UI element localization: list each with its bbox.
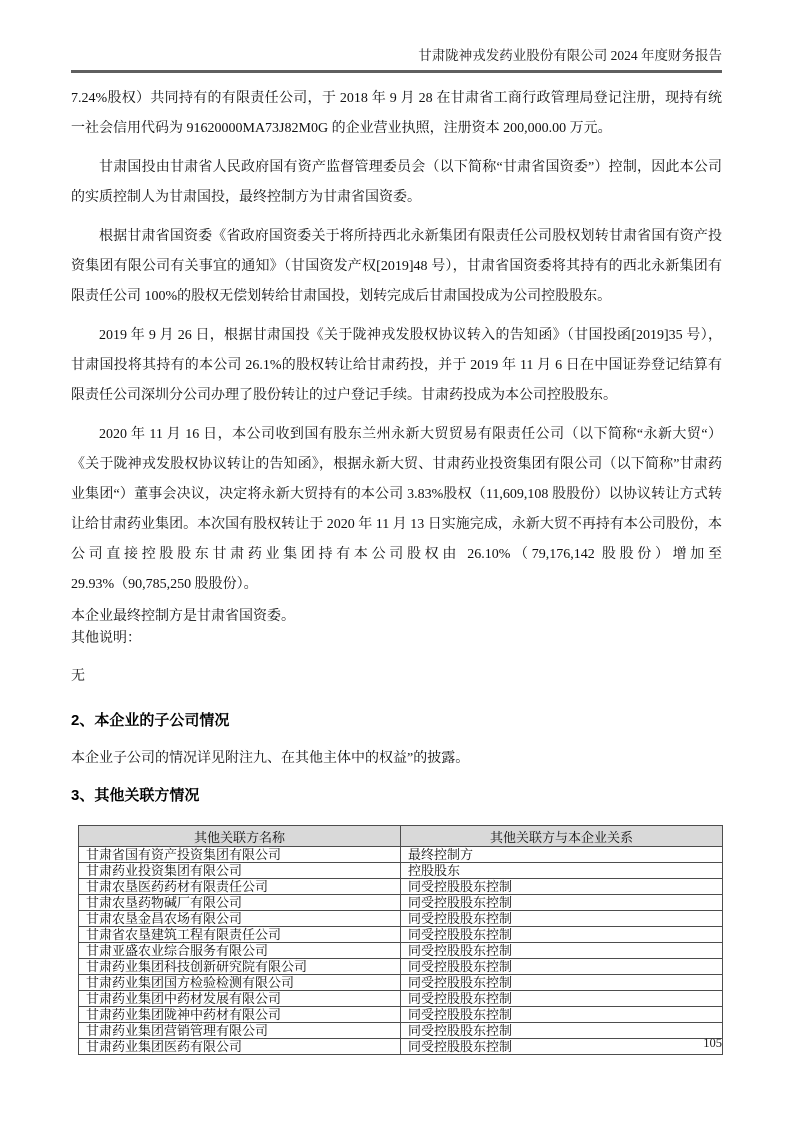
related-party-relation: 同受控股股东控制 xyxy=(401,1039,723,1055)
paragraph-equity-transfer-2020: 2020 年 11 月 16 日，本公司收到国有股东兰州永新大贸贸易有限责任公司（以下简称“永新大贸“）《关于陇神戎发股权协议转让的告知函》，根据永新大贸、甘肃药业投资集团有限公司（以下简称”甘肃药业集团“）董事会决议，决定将永新大贸持有的本公司 3.83%股权（11,609,108 股股份）以协议转让方式转让给甘肃药业集团。本次国有股权转让于 2020 年 11 月 13 日实施完成，永新大贸不再持有本公司股份，本公司直接控股股东甘肃药业集团持有本公司股权由 26.10%（79,176,142 股股份）增加至 29.93%（90,785,250 股股份）。 xyxy=(71,427,722,592)
related-party-name: 甘肃药业集团中药材发展有限公司 xyxy=(79,991,401,1007)
column-header-relation: 其他关联方与本企业关系 xyxy=(401,826,723,847)
related-party-relation: 最终控制方 xyxy=(401,847,723,863)
related-party-name: 甘肃农垦药物碱厂有限公司 xyxy=(79,895,401,911)
related-party-name: 甘肃药业集团国方检验检测有限公司 xyxy=(79,975,401,991)
ultimate-controller-line: 本企业最终控制方是甘肃省国资委。 xyxy=(71,609,295,624)
table-row xyxy=(79,1007,723,1023)
related-party-relation: 同受控股股东控制 xyxy=(401,975,723,991)
related-party-relation: 控股股东 xyxy=(401,863,723,879)
related-party-name: 甘肃亚盛农业综合服务有限公司 xyxy=(79,943,401,959)
related-party-name: 甘肃药业集团科技创新研究院有限公司 xyxy=(79,959,401,975)
related-party-relation: 同受控股股东控制 xyxy=(401,895,723,911)
page-header xyxy=(71,46,722,73)
table-row xyxy=(79,1023,723,1039)
other-note-value: 无 xyxy=(71,669,85,684)
related-party-relation: 同受控股股东控制 xyxy=(401,943,723,959)
table-row xyxy=(79,895,723,911)
table-row xyxy=(79,959,723,975)
page-number: 105 xyxy=(703,1036,722,1050)
paragraph-equity-transfer-2019-notice: 根据甘肃省国资委《省政府国资委关于将所持西北永新集团有限责任公司股权划转甘肃省国有资产投资集团有限公司有关事宜的通知》（甘国资发产权[2019]48 号），甘肃省国资委将其持有的西北永新集团有限责任公司 100%的股权无偿划转给甘肃国投，划转完成后甘肃国投成为公司控股股东。 xyxy=(71,229,722,304)
report-title: 甘肃陇神戎发药业股份有限公司 2024 年度财务报告 xyxy=(418,48,722,63)
related-parties-table xyxy=(78,825,723,1055)
table-row xyxy=(79,943,723,959)
heading-related-parties: 3、其他关联方情况 xyxy=(71,787,200,804)
table-row xyxy=(79,975,723,991)
related-party-name: 甘肃药业集团陇神中药材有限公司 xyxy=(79,1007,401,1023)
page-content xyxy=(71,84,722,1055)
table-row xyxy=(79,847,723,863)
related-party-name: 甘肃农垦金昌农场有限公司 xyxy=(79,911,401,927)
column-header-name: 其他关联方名称 xyxy=(79,826,401,847)
related-party-name: 甘肃药业集团医药有限公司 xyxy=(79,1039,401,1055)
related-party-relation: 同受控股股东控制 xyxy=(401,959,723,975)
table-row xyxy=(79,879,723,895)
paragraph-control-relation: 甘肃国投由甘肃省人民政府国有资产监督管理委员会（以下简称“甘肃省国资委”）控制，因此本公司的实质控制人为甘肃国投，最终控制方为甘肃省国资委。 xyxy=(71,160,722,205)
related-party-name: 甘肃农垦医药药材有限责任公司 xyxy=(79,879,401,895)
heading-subsidiaries: 2、本企业的子公司情况 xyxy=(71,712,230,729)
paragraph-registration: 7.24%股权）共同持有的有限责任公司，于 2018 年 9 月 28 在甘肃省工商行政管理局登记注册，现持有统一社会信用代码为 91620000MA73J82M0G 的企业营业执照，注册资本 200,000.00 万元。 xyxy=(71,91,722,136)
table-header-row xyxy=(79,826,723,847)
paragraph-equity-transfer-2019: 2019 年 9 月 26 日，根据甘肃国投《关于陇神戎发股权协议转入的告知函》（甘国投函[2019]35 号），甘肃国投将其持有的本公司 26.1%的股权转让给甘肃药投，并于 2019 年 11 月 6 日在中国证券登记结算有限责任公司深圳分公司办理了股份转让的过户登记手续。甘肃药投成为本公司控股股东。 xyxy=(71,328,722,403)
related-party-name: 甘肃省农垦建筑工程有限责任公司 xyxy=(79,927,401,943)
table-row xyxy=(79,927,723,943)
related-party-name: 甘肃药业集团营销管理有限公司 xyxy=(79,1023,401,1039)
subsidiaries-body: 本企业子公司的情况详见附注九、在其他主体中的权益”的披露。 xyxy=(71,751,470,766)
related-party-relation: 同受控股股东控制 xyxy=(401,911,723,927)
related-party-relation: 同受控股股东控制 xyxy=(401,1023,723,1039)
table-row xyxy=(79,991,723,1007)
table-row xyxy=(79,911,723,927)
related-party-name: 甘肃省国有资产投资集团有限公司 xyxy=(79,847,401,863)
table-row xyxy=(79,1039,723,1055)
related-party-name: 甘肃药业投资集团有限公司 xyxy=(79,863,401,879)
other-note-label: 其他说明： xyxy=(71,631,141,646)
table-row xyxy=(79,863,723,879)
related-party-relation: 同受控股股东控制 xyxy=(401,991,723,1007)
related-party-relation: 同受控股股东控制 xyxy=(401,927,723,943)
related-party-relation: 同受控股股东控制 xyxy=(401,879,723,895)
related-party-relation: 同受控股股东控制 xyxy=(401,1007,723,1023)
